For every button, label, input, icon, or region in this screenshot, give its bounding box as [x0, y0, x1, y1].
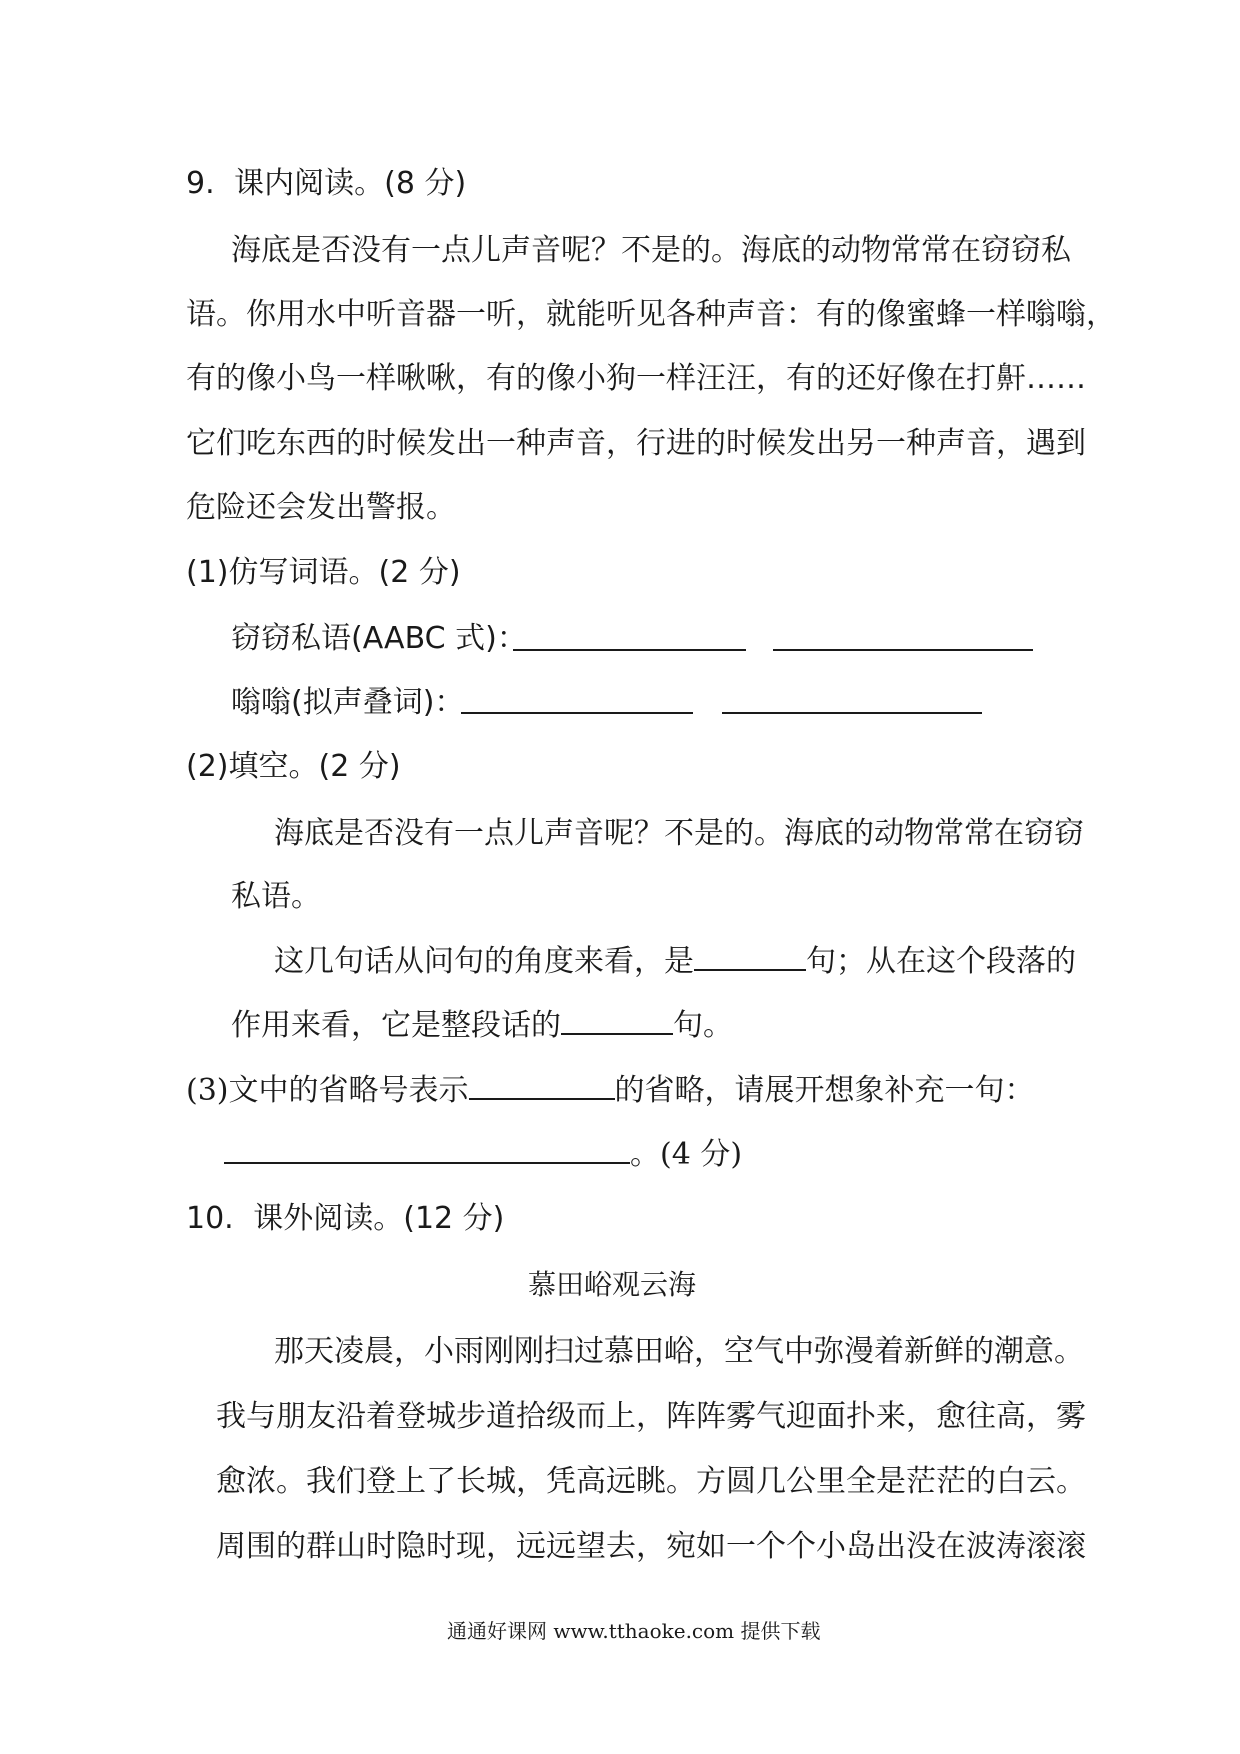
fill-text: 。(4 分) [630, 1137, 743, 1172]
q9-passage-line: 危险还会发出警报。 [186, 490, 456, 525]
fill-text: 句。 [673, 1008, 733, 1043]
q10-passage-line: 周围的群山时隐时现，远远望去，宛如一个个小岛出没在波涛滚滚 [216, 1529, 1086, 1564]
q10-header [186, 1199, 504, 1239]
answer-blank[interactable] [561, 1005, 673, 1035]
q9-sub1-label-onomatopoeia: 嗡嗡(拟声叠词)： [231, 685, 465, 720]
q9-sub1-label-aabc: 窃窃私语(AABC 式)： [231, 621, 527, 656]
q9-passage-line: 语。你用水中听音器一听，就能听见各种声音：有的像蜜蜂一样嗡嗡， [186, 297, 1116, 332]
fill-text: 这几句话从问句的角度来看，是 [274, 944, 694, 979]
q10-title: 课外阅读。(12 分) [253, 1201, 505, 1236]
q9-sub2-quote-line: 海底是否没有一点儿声音呢？不是的。海底的动物常常在窃窃 [274, 816, 1084, 851]
q9-passage-line: 它们吃东西的时候发出一种声音，行进的时候发出另一种声音，遇到 [186, 426, 1086, 461]
q9-sub2-quote-line: 私语。 [231, 879, 321, 914]
answer-blank[interactable] [773, 649, 1033, 651]
q10-passage-line: 那天凌晨，小雨刚刚扫过慕田峪，空气中弥漫着新鲜的潮意。 [274, 1334, 1084, 1369]
q9-header [186, 164, 466, 204]
page-footer: 通通好课网 www.tthaoke.com 提供下载 [447, 1619, 821, 1643]
q9-passage-line: 有的像小鸟一样啾啾，有的像小狗一样汪汪，有的还好像在打鼾…… [186, 361, 1086, 396]
fill-text: 的省略，请展开想象补充一句： [614, 1073, 1035, 1108]
q9-number: 9. [186, 166, 215, 201]
answer-blank[interactable] [461, 712, 693, 714]
q10-number: 10. [186, 1201, 234, 1236]
q9-sub3-line [224, 1134, 742, 1175]
q9-title: 课内阅读。(8 分) [234, 166, 467, 201]
answer-blank[interactable] [722, 712, 982, 714]
q9-sub3-line [186, 1070, 1035, 1111]
q9-sub2-fill-line [231, 1005, 733, 1046]
fill-text: (3)文中的省略号表示 [186, 1073, 469, 1108]
fill-text: 句；从在这个段落的 [806, 944, 1076, 979]
fill-text: 作用来看，它是整段话的 [231, 1008, 561, 1043]
q9-passage-line: 海底是否没有一点儿声音呢？不是的。海底的动物常常在窃窃私 [231, 233, 1071, 268]
answer-blank[interactable] [694, 941, 806, 971]
answer-blank[interactable] [513, 649, 746, 651]
article-title: 慕田峪观云海 [528, 1268, 697, 1301]
q9-sub2-title: (2)填空。(2 分) [186, 749, 401, 784]
q9-sub1-title: (1)仿写词语。(2 分) [186, 555, 461, 590]
answer-blank[interactable] [469, 1070, 615, 1100]
q10-passage-line: 愈浓。我们登上了长城，凭高远眺。方圆几公里全是茫茫的白云。 [216, 1464, 1086, 1499]
q9-sub2-fill-line [274, 941, 1076, 982]
answer-blank[interactable] [224, 1134, 630, 1164]
q10-passage-line: 我与朋友沿着登城步道拾级而上，阵阵雾气迎面扑来，愈往高，雾 [216, 1399, 1086, 1434]
